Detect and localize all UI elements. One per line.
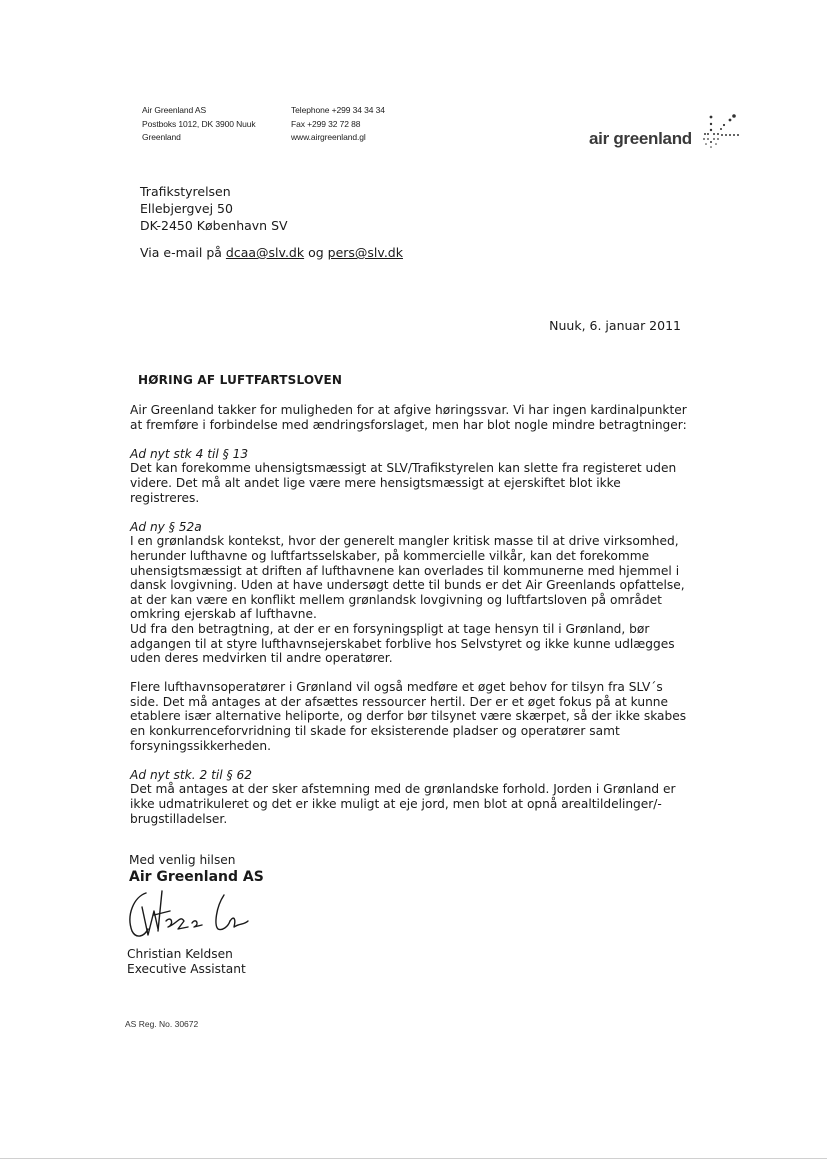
closing-block (129, 853, 264, 885)
company-postbox-line: Postboks 1012, DK 3900 Nuuk (142, 118, 256, 129)
section-paragraph-13: Det kan forekomme uhensigtsmæssigt at SLV/Trafikstyrelen kan slette fra registeret uden videre. Det må alt andet lige være mere hensigtsmæssigt at ejerskiftet blot ikke registreres. (130, 461, 677, 505)
letter-body (130, 403, 690, 826)
section-heading-62: Ad nyt stk. 2 til § 62 (130, 767, 252, 782)
logo-mark-icon (700, 112, 740, 152)
section-heading-52a: Ad ny § 52a (130, 519, 202, 534)
recipient-name: Trafikstyrelsen (140, 184, 231, 199)
registration-number: AS Reg. No. 30672 (125, 1019, 199, 1029)
via-email-line (140, 245, 403, 260)
closing-company: Air Greenland AS (129, 869, 264, 885)
telephone-line: Telephone +299 34 34 34 (291, 105, 385, 115)
signer-block (127, 947, 246, 977)
closing-greeting: Med venlig hilsen (129, 853, 236, 867)
fax-line: Fax +299 32 72 88 (291, 118, 361, 129)
intro-paragraph: Air Greenland takker for muligheden for at afgive høringssvar. Vi har ingen kardinalpunkter at fremføre i forbindelse med ændringsforslaget, men har blot nogle mindre betragtninger: (130, 403, 687, 432)
signer-name: Christian Keldsen (127, 947, 233, 961)
recipient-city: DK-2450 København SV (140, 218, 288, 233)
section-paragraph-62: Det må antages at der sker afstemning med de grønlandske forhold. Jorden i Grønland er ikke udmatrikuleret og det er ikke muligt at eje jord, men blot at opnå arealtildelinger/-brugstilladelser. (130, 782, 676, 826)
logo-text: air greenland (589, 129, 692, 148)
letter-subject: HØRING AF LUFTFARTSLOVEN (138, 373, 343, 387)
email-link-dcaa[interactable]: dcaa@slv.dk (225, 245, 305, 260)
website-line: www.airgreenland.gl (291, 132, 366, 142)
recipient-address (140, 183, 288, 234)
recipient-street: Ellebjergvej 50 (140, 201, 233, 216)
section-paragraph-52a-3: Flere lufthavnsoperatører i Grønland vil også medføre et øget behov for tilsyn fra SLV´s side. Det må antages at der afsættes ressourcer hertil. Der er et øget fokus på at kunne etablere især alternative heliporte, og derfor bør tilsynet være skærpet, så der ikke skabes en konkurrenceforvridning til skade for eksisterende pladser og operatører samt forsyningssikkerheden. (130, 680, 687, 753)
handwritten-signature (118, 885, 258, 945)
page-bottom-divider (0, 1158, 827, 1159)
letter-date: Nuuk, 6. januar 2011 (549, 318, 681, 333)
company-country-line: Greenland (142, 132, 181, 142)
via-prefix: Via e-mail på (140, 245, 226, 260)
air-greenland-logo (589, 112, 739, 152)
company-name-line: Air Greenland AS (142, 105, 207, 115)
signer-title: Executive Assistant (127, 962, 246, 976)
section-paragraph-52a-2: Ud fra den betragtning, at der er en forsyningspligt at tage hensyn til i Grønland, bør adgangen til at styre lufthavnsejerskabet forblive hos Selvstyret og ikke kunne udlægges uden deres medvirken til andre operatører. (130, 621, 675, 666)
section-paragraph-52a-1: I en grønlandsk kontekst, hvor der generelt mangler kritisk masse til at drive virksomhed, herunder lufthavne og luftfartsselskaber, på kommercielle vilkår, kan det forekomme uhensigtsmæssigt at driften af lufthavnene kan overlades til kommunerne med hjemmel i dansk lovgivning. Uden at have undersøgt dette til bunds er det Air Greenlands opfattelse, at der kan være en konflikt mellem grønlandsk lovgivning og luftfartsloven på området omkring ejerskab af lufthavne. (130, 534, 685, 622)
company-contact-block (291, 104, 385, 145)
company-address-block (142, 104, 256, 145)
email-link-pers[interactable]: pers@slv.dk (327, 245, 403, 260)
section-heading-13: Ad nyt stk 4 til § 13 (130, 446, 249, 461)
via-connector: og (304, 245, 328, 260)
